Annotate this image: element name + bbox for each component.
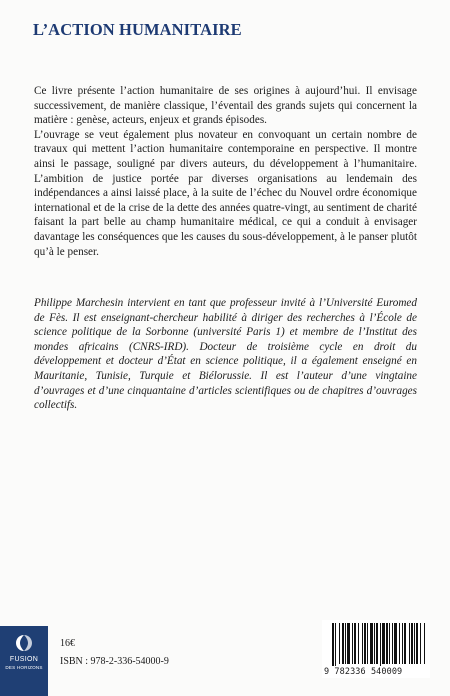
price: 16€ (60, 638, 75, 649)
ean13-barcode-icon (322, 620, 430, 666)
publisher-emblem-icon (14, 634, 34, 652)
publisher-subtitle: DES HORIZONS (5, 665, 43, 670)
barcode (322, 620, 430, 678)
isbn: ISBN : 978-2-336-54000-9 (60, 656, 169, 667)
book-title: L’ACTION HUMANITAIRE (33, 20, 242, 39)
synopsis-paragraph: Ce livre présente l’action humanitaire de ses origines à aujourd’hui. Il envisage successivement, de manière classique, l’éventail des grands sujets qui concernent la matière : genèse, acteurs, enjeux et grands épisodes. (34, 85, 417, 127)
publisher-name: FUSION (9, 656, 39, 663)
barcode-digits: 9 782336 540009 (324, 667, 403, 677)
publisher-logo (0, 626, 48, 696)
author-bio: Philippe Marchesin intervient en tant que professeur invité à l’Université Euromed de Fès. Il est enseignant-chercheur habilité à diriger des recherches à l’École de science politique de la Sorbonne (université Paris 1) et membre de l’Institut des mondes africains (CNRS-IRD). Docteur de troisième cycle en droit du développement et docteur d’État en science politique, il a également enseigné en Mauritanie, Tunisie, Turquie et Biélorussie. Il est l’auteur d’une vingtaine d’ouvrages et d’une cinquantaine d’articles scientifiques ou de chapitres d’ouvrages collectifs. (34, 297, 417, 412)
synopsis (34, 84, 417, 259)
synopsis-paragraph: L’ouvrage se veut également plus novateur en convoquant un certain nombre de travaux qui mettent l’action humanitaire contemporaine en perspective. Il montre ainsi le passage, souligné par divers auteurs, du développement à l’humanitaire. L’ambition de justice portée par diverses organisations au lendemain des indépendances a ainsi laissé place, à la suite de l’échec du Nouvel ordre économique international et de la crise de la dette des années quatre-vingt, au sentiment de charité faisant la part belle au champ humanitaire médical, ce qui a conduit à envisager davantage les conséquences que les causes du sous-développement, à le panser plutôt qu’à le penser. (34, 128, 417, 258)
